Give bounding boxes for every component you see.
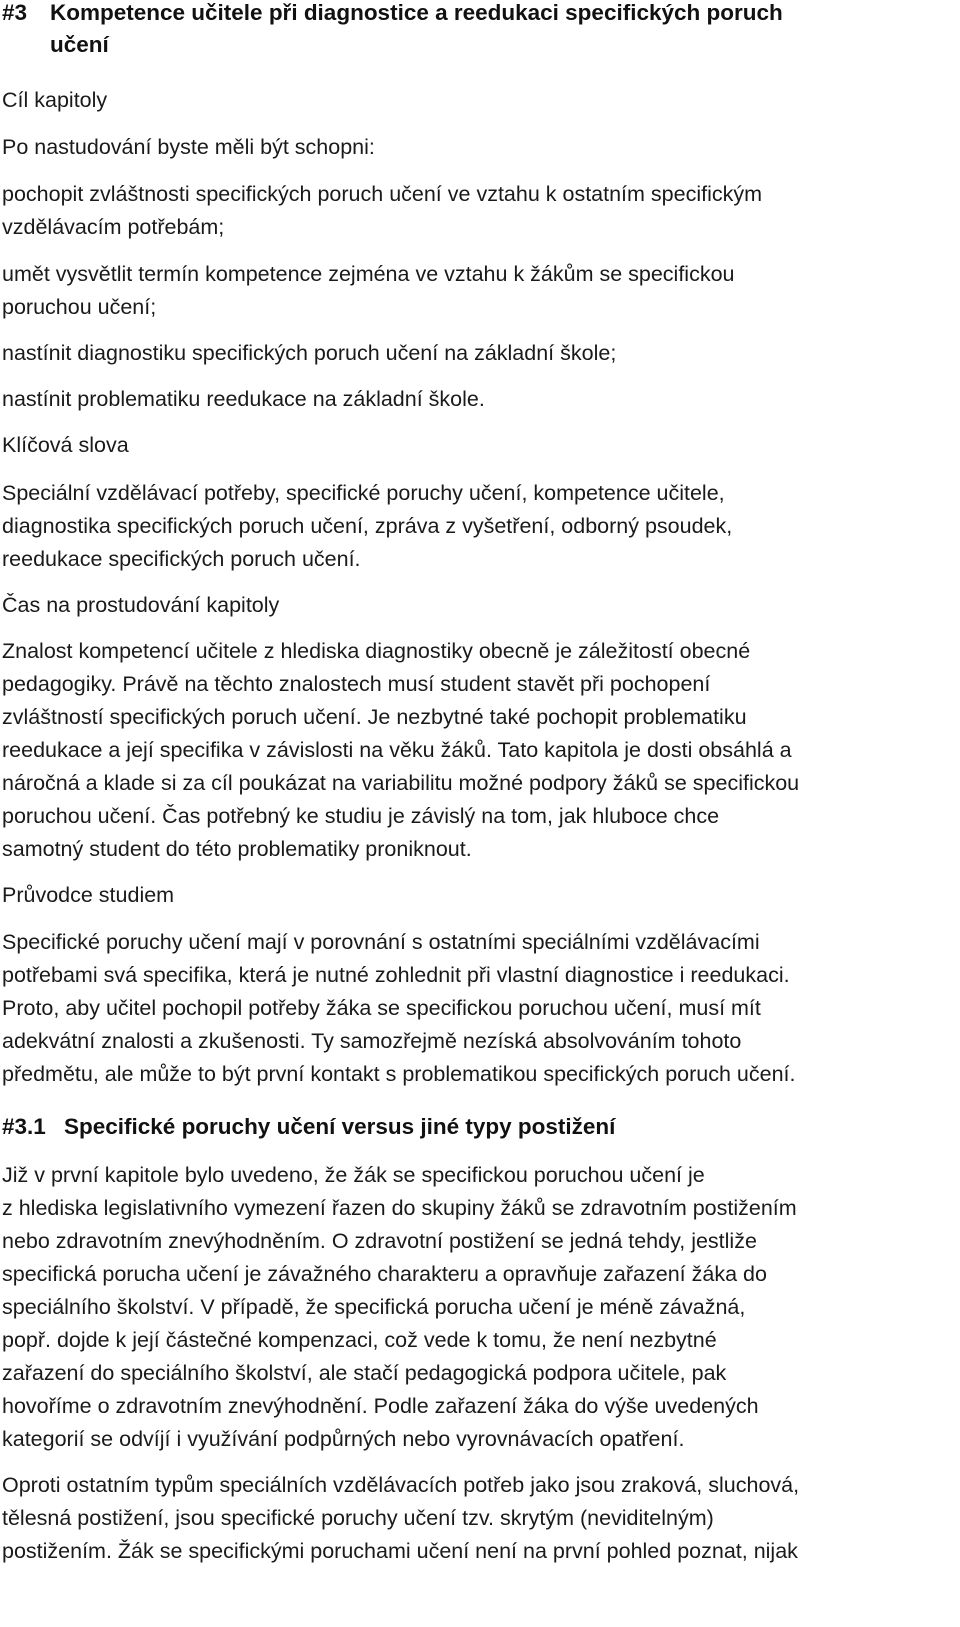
section-heading — [2, 1113, 615, 1141]
section-p1-line-8: hovoříme o zdravotním znevýhodnění. Podle zařazení žáka do výše uvedených — [2, 1394, 759, 1418]
study-time-line-7: samotný student do této problematiky proniknout. — [2, 837, 472, 861]
chapter-title-line1: Kompetence učitele při diagnostice a reedukaci specifických poruch — [50, 0, 783, 25]
chapter-title-line2: učení — [50, 32, 109, 57]
study-guide-heading: Průvodce studiem — [2, 883, 175, 907]
section-number: #3.1 — [2, 1114, 46, 1139]
section-p1-line-2: z hlediska legislativního vymezení řazen do skupiny žáků se zdravotním postižením — [2, 1196, 797, 1220]
keywords-line-1: Speciální vzdělávací potřeby, specifické poruchy učení, kompetence učitele, — [2, 481, 725, 505]
keywords-heading: Klíčová slova — [2, 433, 129, 457]
study-time-heading: Čas na prostudování kapitoly — [2, 593, 280, 617]
study-time-line-6: poruchou učení. Čas potřebný ke studiu je závislý na tom, jak hluboce chce — [2, 804, 720, 828]
goal-item-2-line1: umět vysvětlit termín kompetence zejména ve vztahu k žákům se specifickou — [2, 262, 735, 286]
section-p1-line-1: Již v první kapitole bylo uvedeno, že žák se specifickou poruchou učení je — [2, 1163, 705, 1187]
section-p1-line-7: zařazení do speciálního školství, ale stačí pedagogická podpora učitele, pak — [2, 1361, 727, 1385]
study-guide-line-4: adekvátní znalosti a zkušenosti. Ty samozřejmě nezíská absolvováním tohoto — [2, 1029, 742, 1053]
section-p2-line-2: tělesná postižení, jsou specifické poruchy učení tzv. skrytým (neviditelným) — [2, 1506, 714, 1530]
goal-item-4: nastínit problematiku reedukace na základní škole. — [2, 387, 485, 411]
study-time-line-4: reedukace a její specifika v závislosti na věku žáků. Tato kapitola je dosti obsáhlá a — [2, 738, 792, 762]
section-p1-line-5: speciálního školství. V případě, že specifická porucha učení je méně závažná, — [2, 1295, 746, 1319]
goal-item-3: nastínit diagnostiku specifických poruch učení na základní škole; — [2, 341, 617, 365]
keywords-line-2: diagnostika specifických poruch učení, zpráva z vyšetření, odborný psoudek, — [2, 514, 733, 538]
study-guide-line-3: Proto, aby učitel pochopil potřeby žáka se specifickou poruchou učení, musí mít — [2, 996, 761, 1020]
goal-item-1-line1: pochopit zvláštnosti specifických poruch učení ve vztahu k ostatním specifickým — [2, 182, 763, 206]
goal-item-2-line2: poruchou učení; — [2, 295, 157, 319]
section-p1-line-6: popř. dojde k její částečné kompenzaci, což vede k tomu, že není nezbytné — [2, 1328, 717, 1352]
study-time-line-3: zvláštností specifických poruch učení. Je nezbytné také pochopit problematiku — [2, 705, 747, 729]
section-p2-line-1: Oproti ostatním typům speciálních vzdělávacích potřeb jako jsou zraková, sluchová, — [2, 1473, 800, 1497]
study-guide-line-5: předmětu, ale může to být první kontakt s problematikou specifických poruch učení. — [2, 1062, 796, 1086]
section-title: Specifické poruchy učení versus jiné typy postižení — [64, 1114, 616, 1139]
section-p1-line-9: kategorií se odvíjí i využívání podpůrných nebo vyrovnávacích opatření. — [2, 1427, 685, 1451]
section-p1-line-3: nebo zdravotním znevýhodněním. O zdravotní postižení se jedná tehdy, jestliže — [2, 1229, 757, 1253]
chapter-heading — [2, 0, 783, 27]
goal-heading: Cíl kapitoly — [2, 88, 108, 112]
study-time-line-1: Znalost kompetencí učitele z hlediska diagnostiky obecně je záležitostí obecné — [2, 639, 751, 663]
study-time-line-5: náročná a klade si za cíl poukázat na variabilitu možné podpory žáků se specifickou — [2, 771, 800, 795]
section-p1-line-4: specifická porucha učení je závažného charakteru a opravňuje zařazení žáka do — [2, 1262, 767, 1286]
goal-intro: Po nastudování byste měli být schopni: — [2, 135, 375, 159]
section-p2-line-3: postižením. Žák se specifickými poruchami učení není na první pohled poznat, nijak — [2, 1539, 798, 1563]
goal-item-1-line2: vzdělávacím potřebám; — [2, 215, 225, 239]
keywords-line-3: reedukace specifických poruch učení. — [2, 547, 361, 571]
study-guide-line-2: potřebami svá specifika, která je nutné zohlednit při vlastní diagnostice i reedukaci. — [2, 963, 790, 987]
study-time-line-2: pedagogiky. Právě na těchto znalostech musí student stavět při pochopení — [2, 672, 711, 696]
chapter-number: #3 — [2, 0, 28, 25]
study-guide-line-1: Specifické poruchy učení mají v porovnání s ostatními speciálními vzdělávacími — [2, 930, 760, 954]
